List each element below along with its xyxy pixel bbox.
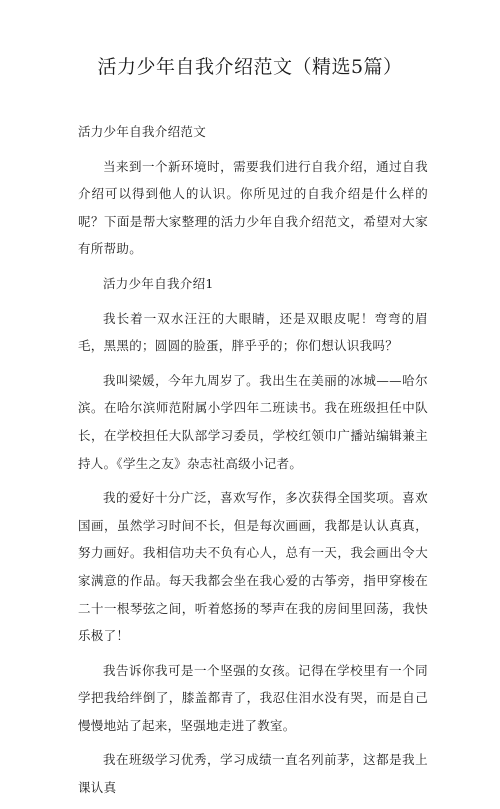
- section-heading: 活力少年自我介绍范文: [78, 124, 207, 139]
- document-title: 活力少年自我介绍范文（精选5篇）: [97, 56, 403, 78]
- body-paragraph: 我在班级学习优秀，学习成绩一直名列前茅，这都是我上课认真: [78, 752, 428, 796]
- document-body: [78, 118, 428, 809]
- body-paragraph: 我叫梁媛，今年九周岁了。我出生在美丽的冰城——哈尔滨。在哈尔滨师范附属小学四年二班读书。我在班级担任中队长，在学校担任大队部学习委员，学校红领巾广播站编辑兼主持人。《学生之友》杂志社高级小记者。: [78, 372, 428, 471]
- body-paragraph: 我的爱好十分广泛，喜欢写作，多次获得全国奖项。喜欢国画，虽然学习时间不长，但是每次画画，我都是认认真真，努力画好。我相信功夫不负有心人，总有一天，我会画出令大家满意的作品。每天我都会坐在我心爱的古筝旁，指甲穿梭在二十一根琴弦之间，听着悠扬的琴声在我的房间里回荡，我快乐极了！: [78, 490, 428, 644]
- intro-paragraph: 当来到一个新环境时，需要我们进行自我介绍，通过自我介绍可以得到他人的认识。你所见过的自我介绍是什么样的呢？下面是帮大家整理的活力少年自我介绍范文，希望对大家有所帮助。: [78, 158, 428, 257]
- subsection-heading: 活力少年自我介绍1: [103, 275, 214, 291]
- body-paragraph: 我告诉你我可是一个坚强的女孩。记得在学校里有一个同学把我给绊倒了，膝盖都青了，我忍住泪水没有哭，而是自己慢慢地站了起来，坚强地走进了教室。: [78, 662, 428, 733]
- body-paragraph: 我长着一双水汪汪的大眼睛，还是双眼皮呢！弯弯的眉毛，黑黑的；圆圆的脸蛋，胖乎乎的；你们想认识我吗？: [78, 310, 428, 354]
